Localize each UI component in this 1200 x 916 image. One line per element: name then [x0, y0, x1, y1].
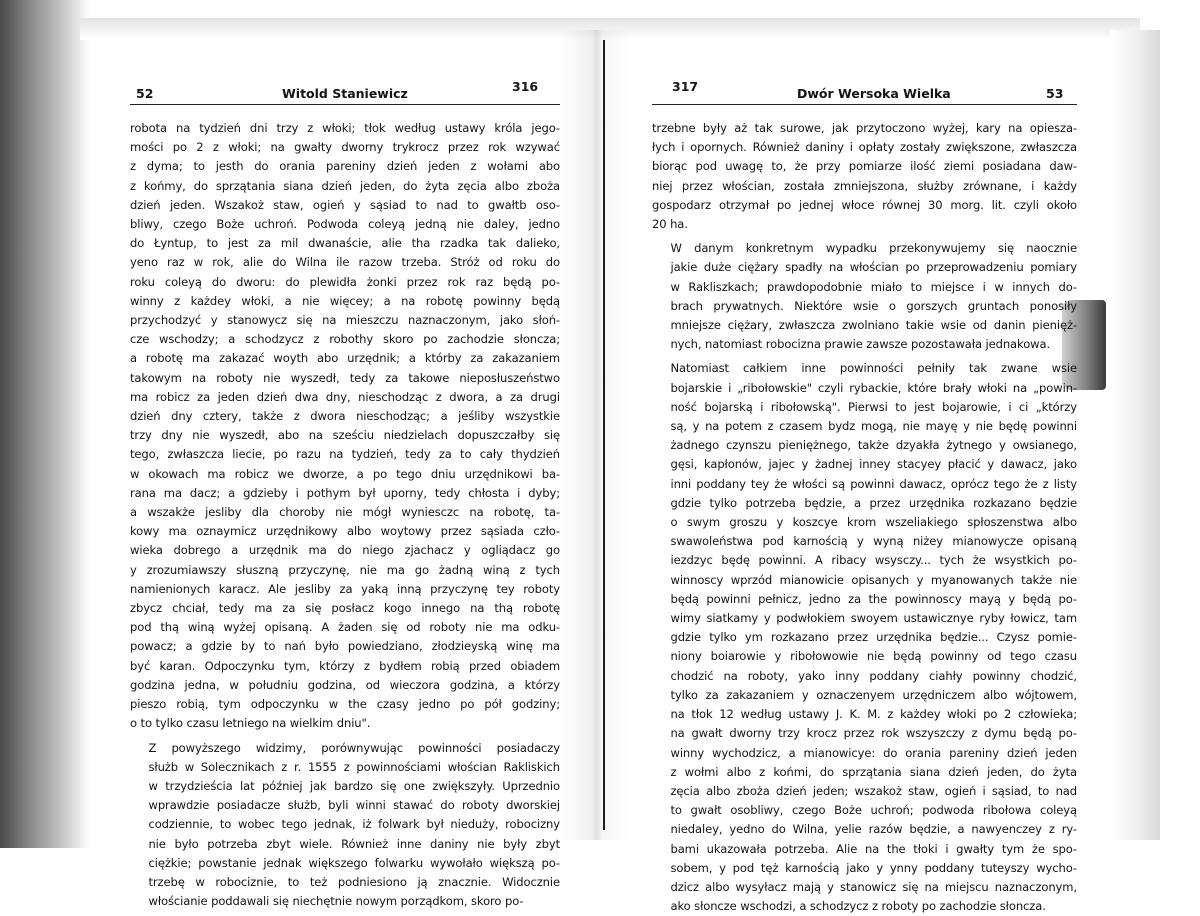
text-line: 20 ha. [652, 217, 688, 232]
text-line: są, y na potem z czasem bydz mogą, nie mayę y nie będę powinni [670, 419, 1077, 434]
text-line: winnoscy wprzód mianowicie opisanych y myanowanych także nie [670, 572, 1077, 587]
text-line: z dyma; to jesth do orania pareniny dzień jeden z wołami abo [130, 159, 560, 174]
text-line: namienionych karacz. Ale jesliby za yaką inną przyczynę tey roboty [130, 581, 560, 596]
text-line: łych i opornych. Również daniny i opłaty zostały zwiększone, zwłaszcza [652, 140, 1077, 155]
text-line: ako słoncze wschodzi, a schodzycz z roboty po zachodzie słoncza. [670, 899, 1046, 914]
text-line: jakie duże ciężary spadły na włościan po przeprowadzeniu pomiary [670, 260, 1077, 275]
text-line: wieka dobrego a urzędnik ma do niego zjachacz y ogliądacz go [130, 543, 560, 558]
text-line: o swym groszu y koszcye krom wszeliakiego spłoszenstwa albo [670, 515, 1077, 530]
text-line: włościanie poddawali się niechętnie nowym porządkom, skoro po- [148, 894, 524, 909]
text-line: gdzie tylko ym rozkazano przez urzędnika będzie... Czysz pomie- [670, 630, 1077, 645]
text-line: w trzydzieścia lat później jak bardzo się one zwiększyły. Uprzednio [148, 778, 560, 793]
right-page-number: 53 [1046, 86, 1064, 101]
text-line: to gwałt osobliwy, czego Boże uchroń; podwoda ribołowa coleyą [670, 803, 1077, 818]
text-line: tego, zwłaszcza liecie, po razu na tydzień, tedy za to cały thydzień [130, 447, 560, 462]
text-line: trzebne były aż tak surowe, jak przytoczono wyżej, kary na opiesza- [652, 121, 1077, 135]
text-line: y zrozumiawszy słuszną przyczynę, nie ma go żadną winą z tych [130, 562, 560, 577]
paragraph [652, 119, 1077, 234]
text-line: powacz; a gdzie by to nań było powiedziano, złodzieyską winę ma [130, 639, 560, 654]
text-line: winny wychodzicz, a mianowicye: do orania pareniny dzień jeden [670, 745, 1077, 760]
text-line: chodzić na roboty, yako inny poddany ciahły powinny chodzić, [670, 668, 1077, 683]
text-line: nych, natomiast robocizna prawie zawsze pozostawała jednakowa. [670, 337, 1051, 352]
text-line: winny z każdey włoki, a nie więcey; a na robotę powinny będą [130, 293, 560, 308]
left-page-header [130, 70, 560, 105]
right-page [652, 70, 1077, 916]
left-page [130, 70, 560, 911]
text-line: yeno raz w rok, alie do Wilna ile razow trzeba. Stróż od roku do [130, 255, 560, 270]
text-line: cze wschodzy; a schodzycz z robothy skoro po zachodzie słoncza; [130, 332, 560, 347]
text-line: wprawdzie posiadacze służb, byli winni stawać do roboty dworskiej [148, 798, 560, 813]
text-line: swawoleństwa pod karnością y wyną niżey mianowycze opisaną [670, 534, 1077, 549]
text-line: brach prywatnych. Niektóre wsie o gorszych gruntach ponosiły [670, 298, 1077, 313]
text-line: ciężkie; powstanie jednak większego folwarku wywołało większą po- [148, 855, 560, 870]
scan-edge-left [0, 0, 90, 848]
paragraph [652, 239, 1077, 354]
text-line: do Łyntup, to jest za mil dwanaście, alie tha rzadka tak dalieko, [130, 236, 560, 251]
text-line: robota na tydzień dni trzy z włoki; tłok według ustawy króla jego- [130, 121, 560, 135]
text-line: na gwałt dworny trzy krocz przez rok wszyszczy z dymu będą po- [670, 726, 1077, 741]
right-secondary-page-number: 317 [672, 79, 699, 94]
paragraph [652, 359, 1077, 916]
text-line: rana ma dacz; a gdzieby i pothym był uporny, tedy chłosta i dyby; [130, 485, 560, 500]
text-line: w okowach ma robicz we dworze, a po tego dniu urzędnikowi ba- [130, 466, 560, 481]
book-gutter [560, 30, 630, 840]
text-line: ma robicz za jeden dzień dwa dny, nieschodząc z dwora, a za drugi [130, 389, 560, 404]
text-line: codziennie, to wobec tego jednak, iż folwark był nieduży, robocizny [148, 817, 560, 832]
text-line: przychodzyć y stanowycz się na mieszczu naznaczonym, jako słoń- [130, 313, 560, 328]
text-line: gdzie tylko potrzeba będzie, a przez urzędnika rozkazano będzie [670, 495, 1077, 510]
text-line: w Rakliszkach; prawdopodobnie miało to miejsce i w innych do- [670, 279, 1077, 294]
text-line: nie było potrzeba zbyt wiele. Również inne daniny nie były zbyt [148, 836, 560, 851]
scan-edge-right [1110, 30, 1160, 840]
text-line: być karan. Odpoczynku tym, którzy z bydłem robią przed obiadem [130, 658, 560, 673]
text-line: dzień dny cztery, także z dwora nieschodząc; a jeśliby wszystkie [130, 409, 560, 424]
text-line: o to tylko czasu letniego na wielkim dniu". [130, 716, 371, 731]
text-line: dzicz albo wysyłacz mają y stanowicz się na miejscu naznaczonym, [670, 879, 1077, 894]
text-line: żadnego czynszu pieniężnego, także dzyakła żytnego y owsianego, [670, 438, 1077, 453]
right-page-header [652, 70, 1077, 105]
text-line: inni poddany tey że włości są powinni dawacz, oprócz tego że z listy [670, 476, 1077, 491]
right-running-title: Dwór Wersoka Wielka [797, 86, 951, 101]
text-line: a robotę ma zakazać woyth abo urzędnik; a którby za zakazaniem [130, 351, 560, 366]
text-line: będą powinni pełnicz, jedno za the powinnoscy mayą y będą po- [670, 591, 1077, 606]
text-line: sobem, y pod tęż karnością jako y ynny poddany tuteyszy wycho- [670, 860, 1077, 875]
text-line: W danym konkretnym wypadku przekonywujemy się naocznie [670, 241, 1077, 256]
text-line: roku coleyą do dworu: do plewidła żonki przez rok raz będą po- [130, 274, 560, 289]
text-line: Natomiast całkiem inne powinności pełniły tak zwane wsie [670, 361, 1077, 376]
left-secondary-page-number: 316 [512, 79, 539, 94]
paragraph [130, 119, 560, 734]
text-line: ność bojarską i ribołowską". Pierwsi to jest bojarowie, i ci „którzy [670, 399, 1077, 414]
text-line: zęcia albo zboża dzień jeden; wszakoż staw, ogień i sąsiad, to nad [670, 783, 1077, 798]
paragraph [130, 739, 560, 912]
gutter-line [603, 40, 605, 830]
text-line: na tłok 12 według ustawy J. K. M. z każdey włoki po 2 człowieka; [670, 707, 1077, 722]
text-line: mości po 2 z włoki; na gwałty dworny trykrocz przez rok wzywać [130, 140, 560, 155]
text-line: zbycz chciał, tedy ma za się posłacz kogo innego na thą robotę [130, 601, 560, 616]
text-line: bojarskie i „ribołowskie" czyli rybackie, które brały włoki na „powin- [670, 380, 1077, 395]
text-line: niony boiarowie y ribołowowie nie będą powinny od tego czasu [670, 649, 1077, 664]
text-line: wimy siatkamy y podwłokiem swoyem ustawicznye ryby łowicz, tam [670, 611, 1077, 626]
right-page-body [652, 119, 1077, 916]
left-page-body [130, 119, 560, 911]
text-line: Z powyższego widzimy, porównywując powinności posiadaczy [148, 740, 560, 755]
text-line: z końmy, do sprzątania siana dzień jeden, do żyta zęcia albo zboża [130, 178, 560, 193]
left-page-number: 52 [136, 86, 154, 101]
text-line: z wołmi albo z końmi, do sprzątania siana dzień jeden, do żyta [670, 764, 1077, 779]
text-line: a wszakże jesliby dla choroby nie mógł wyniesczc na robotę, ta- [130, 505, 560, 520]
text-line: bami ukazowała potrzeba. Alie na the tłoki i gwałty tym że spo- [670, 841, 1077, 856]
text-line: trzy dny nie wyszedł, abo na sześciu niedzielach dopuszczałby się [130, 428, 560, 443]
text-line: pod thą winą wyżej opisaną. A żaden się od roboty nie ma odku- [130, 620, 560, 635]
text-line: kowy ma oznaymicz urzędnikowy albo woytowy przez sąsiada czło- [130, 524, 560, 539]
text-line: trzebę w robociznie, to też podniesiono ją znacznie. Widocznie [148, 874, 560, 889]
left-running-title: Witold Staniewicz [282, 86, 408, 101]
text-line: tylko za zakazaniem y oznaczenyem urzędniczem albo wójtowem, [670, 687, 1077, 702]
text-line: pieszo robią, tym odpoczynku w the czasy jedno po pół godziny; [130, 697, 560, 712]
text-line: służb w Solecznikach z r. 1555 z powinnościami włościan Rakliskich [148, 759, 560, 774]
text-line: biorąc pod uwagę to, że przy pomiarze ilość ziemi posiadana daw- [652, 159, 1077, 174]
text-line: takowym na roboty nie wyszedł, tedy za takowe nieposłuszeństwo [130, 370, 560, 385]
text-line: mniejsze ciężary, zwłaszcza zwolniano takie wsie od danin pienięż- [670, 318, 1077, 333]
text-line: bliwy, czego Boże uchroń. Podwoda coleyą jedną nie daley, jedno [130, 217, 560, 232]
text-line: godzina jedna, w południu godzina, od wieczora godzina, a którzy [130, 677, 560, 692]
text-line: gospodarz otrzymał po jednej włoce równej 30 morg. lit. czyli około [652, 197, 1077, 212]
text-line: gęsi, kapłonów, jajec y żadnej inney stacyey płacić y dawacz, jako [670, 457, 1077, 472]
text-line: niej przez włościan, została zmniejszona, służby zrównane, i każdy [652, 178, 1077, 193]
text-line: niedaley, yedno do Wilna, yelie razów będzie, a nawyenczey z ry- [670, 822, 1077, 837]
text-line: dzień jeden. Wszakoż staw, ogień y sąsiad to nad to gwałtb oso- [130, 197, 560, 212]
text-line: iezdzyc będę powinni. A ribacy wsysczy... tych że wsystkich po- [670, 553, 1077, 568]
